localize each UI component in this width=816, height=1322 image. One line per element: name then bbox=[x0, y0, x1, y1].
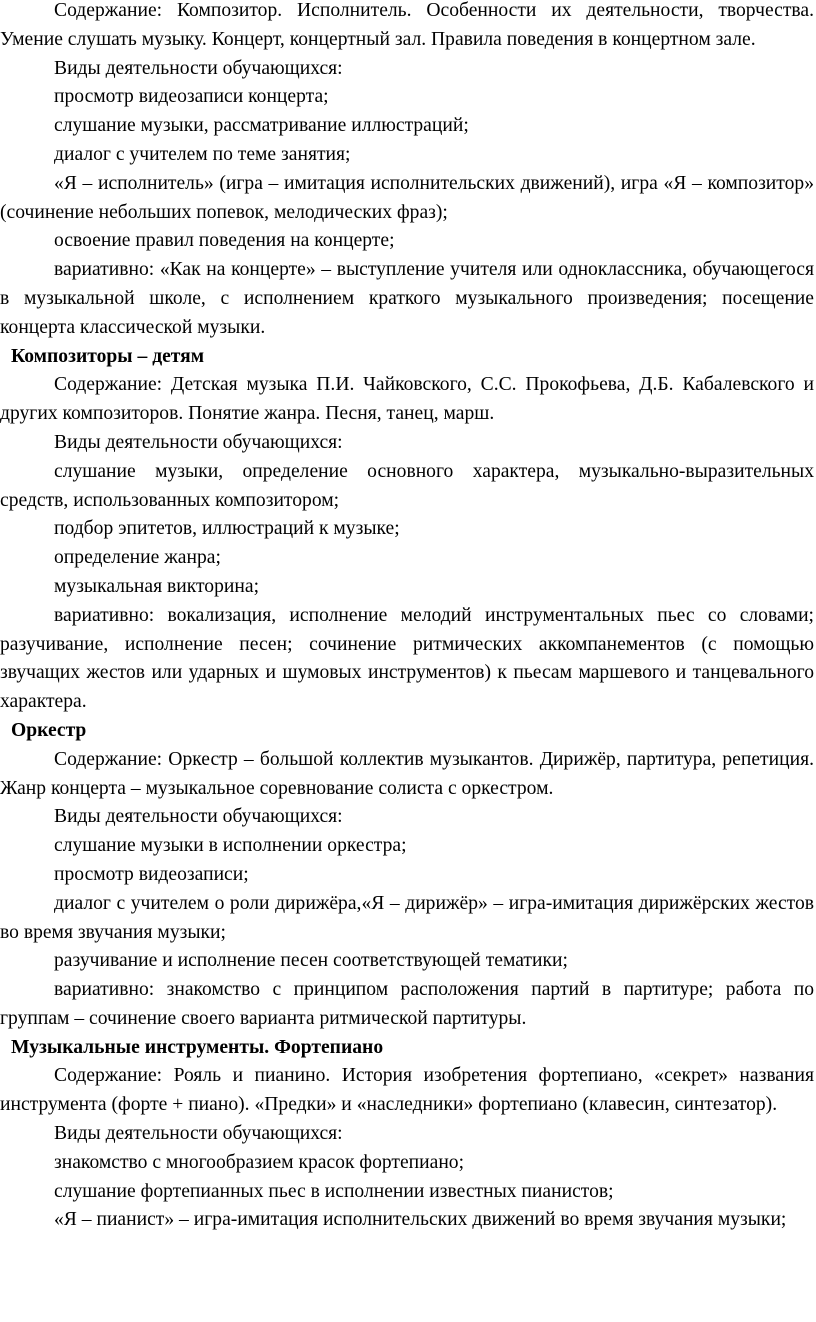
paragraph: разучивание и исполнение песен соответствующей тематики; bbox=[54, 950, 568, 972]
paragraph: слушание фортепианных пьес в исполнении известных пианистов; bbox=[54, 1180, 614, 1202]
paragraph: Содержание: Оркестр – большой коллектив музыкантов. Дирижёр, партитура, репетиция. Жанр концерта – музыкальное соревнование солиста с оркестром. bbox=[0, 748, 814, 799]
paragraph: «Я – исполнитель» (игра – имитация исполнительских движений), игра «Я – композитор» (сочинение небольших попевок, мелодических фраз); bbox=[0, 172, 814, 223]
paragraph: Виды деятельности обучающихся: bbox=[54, 1123, 343, 1145]
paragraph: определение жанра; bbox=[54, 547, 221, 569]
section-heading: Оркестр bbox=[11, 719, 87, 741]
paragraph: слушание музыки в исполнении оркестра; bbox=[54, 835, 407, 857]
section-heading: Музыкальные инструменты. Фортепиано bbox=[11, 1036, 384, 1058]
paragraph: вариативно: вокализация, исполнение мелодий инструментальных пьес со словами; разучивание, исполнение песен; сочинение ритмических аккомпанементов (с помощью звучащих жестов или ударных и шумовых инструментов) к пьесам маршевого и танцевального характера. bbox=[0, 604, 814, 713]
paragraph: Содержание: Композитор. Исполнитель. Особенности их деятельности, творчества. Умение слушать музыку. Концерт, концертный зал. Правила поведения в концертном зале. bbox=[0, 0, 814, 50]
paragraph: Виды деятельности обучающихся: bbox=[54, 57, 343, 79]
paragraph: освоение правил поведения на концерте; bbox=[54, 230, 395, 252]
paragraph: музыкальная викторина; bbox=[54, 575, 260, 597]
paragraph: Содержание: Детская музыка П.И. Чайковского, С.С. Прокофьева, Д.Б. Кабалевского и других композиторов. Понятие жанра. Песня, танец, марш. bbox=[0, 374, 814, 425]
paragraph: слушание музыки, рассматривание иллюстраций; bbox=[54, 115, 469, 137]
paragraph: Виды деятельности обучающихся: bbox=[54, 431, 343, 453]
section-piano bbox=[0, 1034, 814, 1236]
paragraph: «Я – пианист» – игра-имитация исполнительских движений во время звучания музыки; bbox=[54, 1209, 787, 1231]
paragraph: просмотр видеозаписи концерта; bbox=[54, 86, 329, 108]
section-composers-children bbox=[0, 343, 814, 717]
paragraph: подбор эпитетов, иллюстраций к музыке; bbox=[54, 518, 400, 540]
paragraph: диалог с учителем по теме занятия; bbox=[54, 143, 351, 165]
paragraph: Виды деятельности обучающихся: bbox=[54, 806, 343, 828]
section-orchestra bbox=[0, 717, 814, 1034]
paragraph: знакомство с многообразием красок фортепиано; bbox=[54, 1151, 465, 1173]
paragraph: вариативно: знакомство с принципом расположения партий в партитуре; работа по группам – сочинение своего варианта ритмической партитуры. bbox=[0, 979, 814, 1029]
paragraph: просмотр видеозаписи; bbox=[54, 863, 249, 885]
section-intro bbox=[0, 0, 814, 343]
paragraph: вариативно: «Как на концерте» – выступление учителя или одноклассника, обучающегося в музыкальной школе, с исполнением краткого музыкального произведения; посещение концерта классической музыки. bbox=[0, 259, 814, 338]
paragraph: Содержание: Рояль и пианино. История изобретения фортепиано, «секрет» названия инструмента (форте + пиано). «Предки» и «наследники» фортепиано (клавесин, синтезатор). bbox=[0, 1065, 814, 1116]
paragraph: диалог с учителем о роли дирижёра,«Я – дирижёр» – игра-имитация дирижёрских жестов во время звучания музыки; bbox=[0, 892, 814, 943]
paragraph: слушание музыки, определение основного характера, музыкально-выразительных средств, использованных композитором; bbox=[0, 460, 814, 511]
section-heading: Композиторы – детям bbox=[11, 345, 205, 367]
